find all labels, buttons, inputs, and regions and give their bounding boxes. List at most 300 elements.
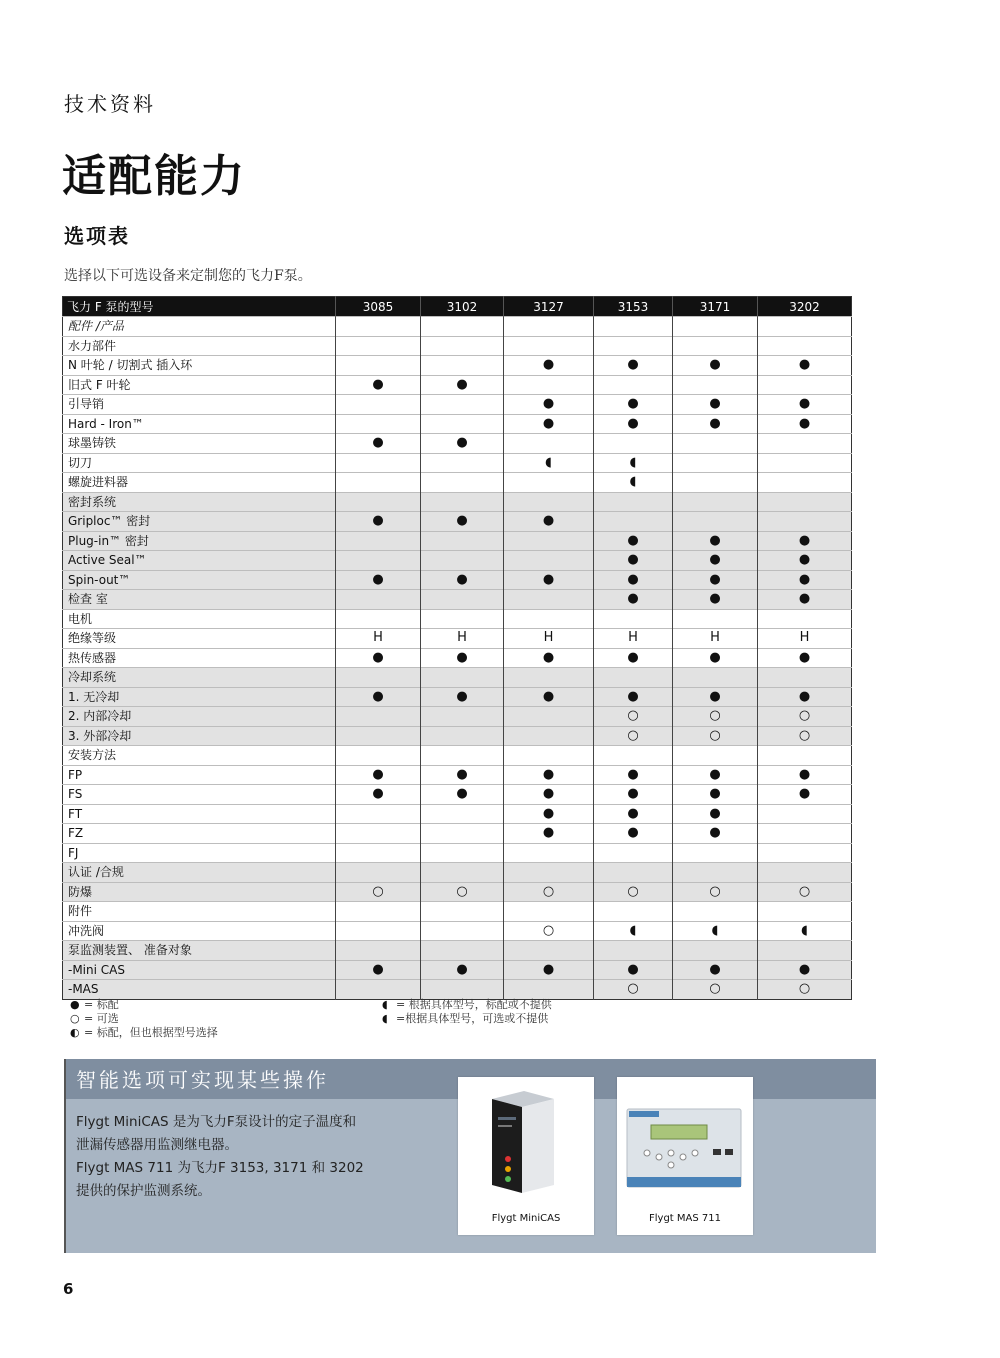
row-label: -Mini CAS [63,960,336,980]
option-cell: ● [504,570,594,590]
option-cell: ● [336,648,421,668]
option-cell: ● [504,687,594,707]
row-label: 水力部件 [63,336,336,356]
option-cell: ● [421,375,504,395]
option-cell [504,746,594,766]
option-cell: ● [421,765,504,785]
option-cell [421,921,504,941]
option-cell: ● [504,512,594,532]
option-cell [673,453,758,473]
option-cell [758,512,852,532]
promo-title: 智能选项可实现某些操作 [66,1059,876,1099]
option-cell [673,902,758,922]
option-cell: ○ [673,980,758,1000]
option-cell: ● [673,395,758,415]
table-row [63,687,852,707]
option-cell: ● [673,414,758,434]
option-cell [421,668,504,688]
option-cell: ● [758,395,852,415]
option-cell: ● [673,687,758,707]
option-cell [594,863,673,883]
option-cell: ● [336,375,421,395]
option-cell: ○ [673,707,758,727]
legend-item [70,998,218,1012]
table-row [63,765,852,785]
table-row [63,863,852,883]
option-cell: ● [673,590,758,610]
legend-left [70,998,218,1040]
option-cell: ● [673,960,758,980]
option-cell [758,317,852,337]
option-cell: ● [673,356,758,376]
legend-text: =根据具体型号，可选或不提供 [396,1012,549,1025]
option-cell [336,921,421,941]
option-cell: ● [594,551,673,571]
option-cell: ● [758,356,852,376]
table-row [63,882,852,902]
option-cell [336,453,421,473]
option-cell: ● [673,551,758,571]
option-cell [758,902,852,922]
mas711-card [617,1077,753,1235]
row-label: 认证 /合规 [63,863,336,883]
option-cell [336,902,421,922]
option-cell [421,804,504,824]
option-cell [594,609,673,629]
option-cell: ○ [758,882,852,902]
option-cell: ● [421,648,504,668]
option-cell: ● [594,648,673,668]
table-row [63,707,852,727]
row-label: 旧式 F 叶轮 [63,375,336,395]
row-label: 2. 内部冷却 [63,707,336,727]
option-cell [594,512,673,532]
option-cell: ● [421,785,504,805]
row-label: FS [63,785,336,805]
option-cell [336,843,421,863]
row-label: Plug-in™ 密封 [63,531,336,551]
row-label: 泵监测装置、 准备对象 [63,941,336,961]
option-cell: ○ [594,882,673,902]
option-cell [673,336,758,356]
model-header: 3153 [594,297,673,317]
option-cell: ● [421,687,504,707]
option-cell [594,843,673,863]
option-cell: H [758,629,852,649]
model-header-label: 飞力 F 泵的型号 [63,297,336,317]
row-label: 切刀 [63,453,336,473]
row-label: FJ [63,843,336,863]
option-cell: ● [504,395,594,415]
option-cell [758,843,852,863]
option-cell [421,395,504,415]
row-label: 安装方法 [63,746,336,766]
option-cell [758,453,852,473]
option-cell: ● [594,960,673,980]
option-cell [594,375,673,395]
option-cell: ● [673,824,758,844]
option-cell: ● [758,590,852,610]
option-cell: ● [504,648,594,668]
option-cell: ● [336,512,421,532]
legend-text: = 根据具体型号，标配或不提供 [396,998,552,1011]
option-cell: ○ [504,882,594,902]
option-cell: ◖ [673,921,758,941]
option-cell [336,395,421,415]
option-cell [504,980,594,1000]
option-cell [504,843,594,863]
table-row [63,746,852,766]
table-row [63,395,852,415]
option-cell: ● [758,765,852,785]
option-cell: H [673,629,758,649]
option-cell: ○ [594,707,673,727]
option-cell: ● [504,785,594,805]
legend-item [382,1012,552,1026]
option-cell: ○ [673,882,758,902]
option-cell [336,492,421,512]
option-cell [421,356,504,376]
option-cell: ● [336,687,421,707]
option-cell [673,609,758,629]
model-header: 3171 [673,297,758,317]
option-cell: ● [758,570,852,590]
option-cell: ○ [336,882,421,902]
table-row [63,570,852,590]
option-cell [758,804,852,824]
row-label: 附件 [63,902,336,922]
legend-item [70,1012,218,1026]
table-header-row [63,297,852,317]
option-cell [336,980,421,1000]
option-cell: ● [758,648,852,668]
option-cell [336,668,421,688]
table-row [63,531,852,551]
model-header: 3127 [504,297,594,317]
option-cell: ● [758,531,852,551]
option-cell [758,941,852,961]
option-cell: ● [673,570,758,590]
table-row [63,648,852,668]
option-cell [336,590,421,610]
option-cell [421,453,504,473]
table-body [63,317,852,1000]
option-cell: ● [504,960,594,980]
option-cell [421,980,504,1000]
option-cell: ● [673,648,758,668]
minicas-card [458,1077,594,1235]
option-cell [421,317,504,337]
legend-right [382,998,552,1026]
option-cell: ○ [421,882,504,902]
option-cell [758,746,852,766]
row-label: 热传感器 [63,648,336,668]
option-cell: ● [421,960,504,980]
option-cell [421,336,504,356]
option-cell [336,726,421,746]
row-label: 防爆 [63,882,336,902]
table-row [63,414,852,434]
half-open-icon: ◖ [382,1012,388,1025]
row-label: Spin-out™ [63,570,336,590]
option-cell: ○ [758,707,852,727]
option-cell: H [504,629,594,649]
option-cell: ● [504,824,594,844]
option-cell: ● [594,824,673,844]
option-cell [673,863,758,883]
legend-text: = 标配 [84,998,119,1011]
option-cell [421,609,504,629]
option-cell [421,531,504,551]
option-cell [758,492,852,512]
row-label: N 叶轮 / 切割式 插入环 [63,356,336,376]
table-row [63,980,852,1000]
table-row [63,453,852,473]
option-cell [594,902,673,922]
promo-text [76,1111,366,1203]
option-cell [504,531,594,551]
option-cell [421,902,504,922]
option-cell: ● [594,785,673,805]
option-cell [504,863,594,883]
option-cell: ○ [758,980,852,1000]
option-cell: ● [673,785,758,805]
option-cell [421,941,504,961]
half-filled-icon: ◖ [382,998,388,1011]
option-cell: H [594,629,673,649]
option-cell [421,746,504,766]
table-row [63,668,852,688]
row-label: 引导销 [63,395,336,415]
option-cell [758,668,852,688]
table-row [63,941,852,961]
page-title: 适配能力 [62,151,246,202]
table-row [63,590,852,610]
legend-text: = 标配，但也根据型号选择 [84,1026,218,1039]
option-cell [594,492,673,512]
optional-circle-icon: ○ [70,1012,80,1025]
table-row [63,356,852,376]
option-cell [504,336,594,356]
table-row [63,551,852,571]
row-label: 螺旋进料器 [63,473,336,493]
row-label: 密封系统 [63,492,336,512]
option-cell [421,843,504,863]
option-cell: ◖ [594,473,673,493]
option-cell [336,473,421,493]
option-cell [336,824,421,844]
table-row [63,921,852,941]
option-cell: ● [758,551,852,571]
standard-dot-icon: ● [70,998,80,1011]
option-cell [421,590,504,610]
option-cell [336,609,421,629]
option-cell [673,668,758,688]
row-label: Griploc™ 密封 [63,512,336,532]
table-row [63,726,852,746]
model-header: 3102 [421,297,504,317]
option-cell: ● [504,356,594,376]
table-row [63,629,852,649]
row-label: FZ [63,824,336,844]
promo-paragraph: Flygt MiniCAS 是为飞力F泵设计的定子温度和泄漏传感器用监测继电器。 [76,1114,357,1153]
option-cell [504,375,594,395]
option-cell [673,512,758,532]
option-cell [504,726,594,746]
option-cell: ◖ [504,453,594,473]
option-cell [421,726,504,746]
table-row [63,473,852,493]
table-row [63,434,852,454]
option-cell [336,414,421,434]
table-row [63,804,852,824]
option-cell: ● [594,356,673,376]
option-cell [673,746,758,766]
option-cell [504,707,594,727]
option-cell [594,336,673,356]
option-cell: ○ [594,726,673,746]
option-cell [673,941,758,961]
option-cell [421,414,504,434]
option-cell [336,804,421,824]
table-row [63,512,852,532]
option-cell: ● [594,395,673,415]
option-cell [504,492,594,512]
table-row [63,492,852,512]
half-circle-icon: ◐ [70,1026,80,1039]
option-cell: ● [594,590,673,610]
option-cell: ● [504,765,594,785]
option-cell: ● [758,960,852,980]
option-cell: ● [421,434,504,454]
option-cell [504,473,594,493]
option-cell [594,746,673,766]
row-label: Hard - Iron™ [63,414,336,434]
option-cell: ● [421,512,504,532]
mas711-device-image [617,1077,753,1207]
option-cell: ● [758,414,852,434]
option-cell [336,531,421,551]
option-cell: ● [504,804,594,824]
legend-text: = 可选 [84,1012,119,1025]
option-cell [758,473,852,493]
option-cell: ◖ [758,921,852,941]
table-row [63,317,852,337]
row-label: 1. 无冷却 [63,687,336,707]
option-cell [504,551,594,571]
table-row [63,609,852,629]
table-row [63,960,852,980]
section-label: 技术资料 [64,92,156,116]
option-cell [758,434,852,454]
option-cell: ● [673,531,758,551]
option-cell [504,590,594,610]
option-cell: ● [594,570,673,590]
row-label: 球墨铸铁 [63,434,336,454]
option-cell [673,473,758,493]
option-cell: ● [673,765,758,785]
option-cell: ○ [673,726,758,746]
option-cell: ● [336,434,421,454]
option-cell: ◖ [594,453,673,473]
option-cell: ● [673,804,758,824]
card-caption: Flygt MAS 711 [649,1213,721,1224]
table-row [63,375,852,395]
option-cell [421,863,504,883]
page-number: 6 [63,1280,74,1298]
option-cell [673,375,758,395]
option-cell: ○ [594,980,673,1000]
table-row [63,785,852,805]
row-label: 配件 /产品 [63,317,336,337]
option-cell: ○ [504,921,594,941]
option-cell [673,434,758,454]
card-caption: Flygt MiniCAS [491,1213,561,1224]
option-cell: ◖ [594,921,673,941]
row-label: 绝缘等级 [63,629,336,649]
option-cell [421,707,504,727]
option-cell [758,609,852,629]
option-cell [594,941,673,961]
option-cell [336,336,421,356]
option-cell [758,336,852,356]
option-cell: ○ [758,726,852,746]
option-cell [421,473,504,493]
option-cell [336,356,421,376]
option-cell: ● [758,785,852,805]
option-cell [594,317,673,337]
model-header: 3085 [336,297,421,317]
option-cell [336,317,421,337]
option-cell [336,551,421,571]
option-cell: ● [758,687,852,707]
option-cell: H [421,629,504,649]
option-cell: ● [336,570,421,590]
option-cell [594,668,673,688]
option-cell [504,434,594,454]
option-cell: ● [594,531,673,551]
option-cell [336,941,421,961]
option-cell: H [336,629,421,649]
option-cell [758,824,852,844]
option-cell [336,707,421,727]
legend-item [70,1026,218,1040]
option-cell [336,863,421,883]
option-cell: ● [594,414,673,434]
minicas-device-image [458,1077,594,1207]
option-cell [594,434,673,454]
intro-text: 选择以下可选设备来定制您的飞力F泵。 [64,268,312,284]
option-cell [504,668,594,688]
option-cell: ● [336,785,421,805]
row-label: FT [63,804,336,824]
options-table [62,296,852,1000]
row-label: -MAS [63,980,336,1000]
option-cell [673,843,758,863]
option-cell [421,551,504,571]
row-label: 检查 室 [63,590,336,610]
row-label: 电机 [63,609,336,629]
option-cell [758,863,852,883]
option-cell [504,941,594,961]
option-cell [504,902,594,922]
option-cell [336,746,421,766]
option-cell [673,317,758,337]
table-row [63,824,852,844]
option-cell [673,492,758,512]
option-cell [758,375,852,395]
sub-title: 选项表 [64,224,130,248]
